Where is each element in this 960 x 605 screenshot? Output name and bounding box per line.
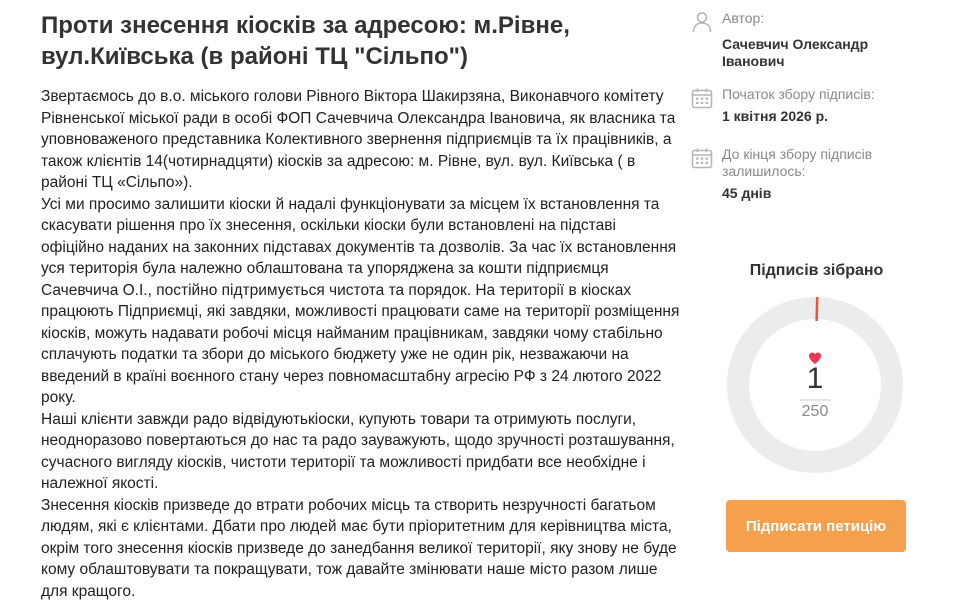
sign-petition-button[interactable]: Підписати петицію — [726, 500, 906, 552]
signatures-collected-title: Підписів зібрано — [749, 262, 884, 279]
signatures-count: 1 — [806, 362, 824, 395]
signatures-goal: 250 — [801, 403, 829, 420]
user-icon — [690, 10, 714, 34]
petition-paragraph: Звертаємось до в.о. міського голови Рівного Віктора Шакирзяна, Виконавчого комітету Рівненської міської ради в особі ФОП Сачевчича Олександра Івановича, як власника та уповноваженого представника Колективного звернення підприємців та їх працівників, а також клієнтів 14(чотирнадцяти) кіосків за адресою: м. Рівне, вул. вул. Київська ( в районі ТЦ «Сільпо»). — [41, 88, 676, 191]
progress-indicator — [817, 297, 818, 321]
author-label: Автор: — [722, 10, 765, 26]
calendar-icon — [690, 146, 714, 170]
petition-paragraph: Знесення кіосків призведе до втрати робочих місць та створить незручності багатьом людям, які є клієнтами. Дбати про людей має бути пріоритетним для керівництва міста, окрім того знесення кіосків призведе до занедбання великої території, яку знову не буде кому облаштовувати та покращувати, тож давайте змінювати наше місто разом лише для кращого. — [41, 496, 677, 600]
petition-sidebar — [690, 0, 960, 605]
author-name: Сачевчич Олександр Іванович — [722, 36, 869, 69]
remaining-label: До кінця збору підписів залишилось: — [722, 146, 873, 179]
calendar-icon — [690, 86, 714, 110]
start-date-value: 1 квітня 2026 р. — [722, 108, 829, 124]
start-date-label: Початок збору підписів: — [722, 86, 875, 102]
petition-text — [41, 86, 681, 602]
remaining-value: 45 днів — [722, 185, 772, 201]
petition-paragraph: Усі ми просимо залишити кіоски й надалі функціонувати за місцем їх встановлення та скасувати рішення про їх знесення, оскільки кіоски були встановлені на підставі офіційно наданих на законних підставах документів та дозволів. За час їх встановлення уся територія була належно облаштована та упорядженa за кошти підприємця Сачевчича О.І., постійно підтримується чистота та порядок. На території в кіосках працюють Підприємці, які завдяки, можливості працювати саме на території розміщення кіосків, можуть надавати робочі місця найманим працівникам, завдяки чому стабільно сплачують податки та збори до міського бюджету уже не один рік, незважаючи на введений в країні воєнного стану через повномасштабну агресію РФ з 24 лютого 2022 року. — [41, 195, 680, 406]
petition-paragraph: Наші клієнти завжди радо відвідуютькіоски, купують товари та отримують послуги, неодноразово повертаються до нас та радо зауважують, щодо зручності розташування, сучасного вигляду кіосків, чистоти території та можливості придбати все необхідне і належної якості. — [41, 410, 675, 492]
petition-title: Проти знесення кіосків за адресою: м.Рівне, вул.Київська (в районі ТЦ "Сільпо") — [41, 12, 570, 70]
